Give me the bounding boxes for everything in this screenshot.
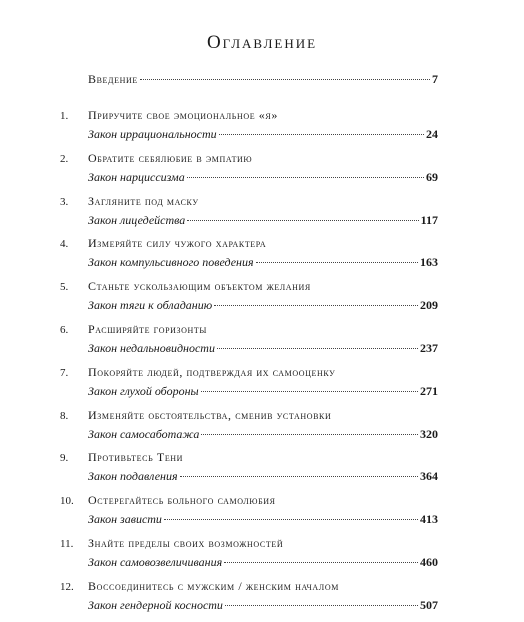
- law-title: Закон нарциссизма: [88, 169, 185, 184]
- chapter-number: 11.: [60, 537, 74, 550]
- chapter-number: 1.: [60, 110, 69, 122]
- chapter-page-number: 413: [420, 512, 438, 527]
- toc-chapter-entry[interactable]: [60, 450, 438, 493]
- chapter-number: 7.: [60, 366, 69, 379]
- chapter-page-number: 237: [420, 340, 438, 355]
- leader-dots: [187, 220, 418, 221]
- chapter-title: Измеряйте силу чужого характера: [88, 236, 267, 251]
- chapter-title: Остерегайтесь больного самолюбия: [88, 493, 276, 508]
- leader-dots: [201, 434, 418, 435]
- leader-dots: [224, 562, 418, 563]
- chapter-number: 9.: [60, 452, 69, 465]
- chapter-number: 4.: [60, 238, 69, 251]
- chapter-number: 10.: [60, 495, 74, 508]
- intro-page-number: 7: [432, 72, 438, 86]
- intro-label: Введение: [88, 72, 138, 86]
- law-title: Закон зависти: [88, 512, 162, 527]
- toc-intro-entry[interactable]: [60, 72, 438, 94]
- chapter-page-number: 69: [426, 169, 438, 184]
- toc-chapter-entry[interactable]: [60, 536, 438, 579]
- chapter-number: 12.: [60, 580, 74, 593]
- law-title: Закон лицедейства: [88, 212, 186, 227]
- toc-chapter-entry[interactable]: [60, 493, 438, 536]
- chapter-page-number: 507: [420, 597, 438, 612]
- chapter-title: Расширяйте горизонты: [88, 321, 207, 336]
- leader-dots: [201, 391, 418, 392]
- chapter-page-number: 460: [420, 554, 438, 569]
- chapter-number: 5.: [60, 281, 69, 294]
- toc-chapter-entry[interactable]: [60, 194, 438, 237]
- law-title: Закон недальновидности: [88, 340, 215, 355]
- leader-dots: [140, 79, 430, 80]
- chapter-number: 2.: [60, 152, 69, 165]
- chapter-page-number: 320: [420, 426, 438, 441]
- toc-chapter-entry[interactable]: [60, 579, 438, 622]
- chapter-title: Приручите свое эмоциональное «я»: [88, 108, 278, 122]
- leader-dots: [187, 177, 424, 178]
- law-title: Закон подавления: [88, 469, 178, 484]
- table-of-contents: [60, 72, 438, 622]
- law-title: Закон глухой обороны: [88, 383, 199, 398]
- leader-dots: [180, 476, 418, 477]
- toc-chapter-entry[interactable]: [60, 236, 438, 279]
- law-title: Закон тяги к обладанию: [88, 298, 213, 313]
- law-title: Закон самовозвеличивания: [88, 554, 223, 569]
- chapter-page-number: 117: [420, 212, 438, 227]
- chapter-page-number: 364: [420, 469, 438, 484]
- leader-dots: [219, 134, 424, 135]
- law-title: Закон гендерной косности: [88, 597, 223, 612]
- toc-chapter-entry[interactable]: [60, 365, 438, 408]
- chapter-title: Покоряйте людей, подтверждая их самооценку: [88, 364, 336, 379]
- chapter-number: 3.: [60, 195, 69, 208]
- chapter-title: Знайте пределы своих возможностей: [88, 535, 284, 550]
- law-title: Закон компульсивного поведения: [88, 255, 254, 270]
- chapter-title: Противьтесь Тени: [88, 450, 184, 465]
- leader-dots: [214, 305, 418, 306]
- leader-dots: [256, 262, 418, 263]
- chapter-number: 6.: [60, 323, 69, 336]
- leader-dots: [217, 348, 418, 349]
- leader-dots: [164, 519, 418, 520]
- law-title: Закон иррациональности: [88, 127, 217, 141]
- chapter-title: Обратите себялюбие в эмпатию: [88, 150, 253, 165]
- chapter-page-number: 271: [420, 383, 438, 398]
- toc-chapter-entry[interactable]: [60, 279, 438, 322]
- page-title: Оглавление: [206, 32, 318, 53]
- chapter-number: 8.: [60, 409, 69, 422]
- chapter-title: Загляните под маску: [88, 193, 199, 208]
- toc-chapter-entry[interactable]: [60, 322, 438, 365]
- chapter-title: Изменяйте обстоятельства, сменив установки: [88, 407, 332, 422]
- chapter-page-number: 163: [420, 255, 438, 270]
- toc-chapter-entry[interactable]: [60, 408, 438, 451]
- leader-dots: [225, 605, 418, 606]
- law-title: Закон самосаботажа: [88, 426, 200, 441]
- chapter-title: Воссоединитесь с мужским / женским началом: [88, 578, 339, 593]
- chapter-page-number: 209: [420, 298, 438, 313]
- toc-chapter-entry[interactable]: [60, 151, 438, 194]
- chapter-page-number: 24: [426, 127, 438, 141]
- toc-chapter-entry[interactable]: [60, 108, 438, 151]
- chapter-title: Станьте ускользающим объектом желания: [88, 279, 311, 294]
